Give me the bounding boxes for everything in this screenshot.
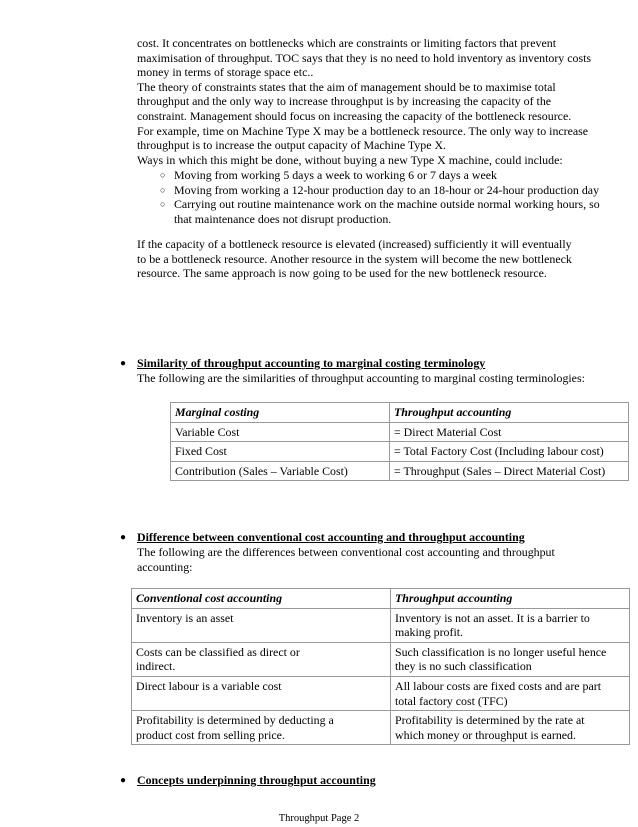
similarity-intro: The following are the similarities of throughput accounting to marginal costing terminologies: — [137, 371, 585, 385]
table-cell: Profitability is determined by the rate at which money or throughput is earned. — [391, 711, 630, 745]
column-header: Marginal costing — [171, 403, 390, 423]
capacity-line: resource. The same approach is now going to be used for the new bottleneck resource. — [137, 266, 547, 281]
ways-list — [160, 168, 632, 226]
capacity-line: to be a bottleneck resource. Another resource in the system will become the new bottleneck — [137, 251, 572, 266]
table-row — [132, 711, 630, 745]
table-cell: Inventory is not an asset. It is a barrier to making profit. — [391, 608, 630, 642]
bullet-icon: ● — [120, 532, 127, 543]
difference-heading: Difference between conventional cost accounting and throughput accounting — [137, 530, 525, 544]
table-row — [132, 642, 630, 676]
intro-line: For example, time on Machine Type X may be a bottleneck resource. The only way to increase — [137, 123, 589, 138]
list-item: ○ Moving from working a 12-hour production day to an 18-hour or 24-hour production day — [160, 182, 600, 197]
table-row — [132, 608, 630, 642]
circle-bullet-icon: ○ — [160, 184, 166, 195]
intro-line: cost. It concentrates on bottlenecks which are constraints or limiting factors that prevent — [137, 36, 557, 50]
capacity-line: If the capacity of a bottleneck resource is elevated (increased) sufficiently it will eventually — [137, 237, 572, 251]
table-header-row — [132, 589, 630, 609]
table-cell: Contribution (Sales – Variable Cost) — [171, 461, 390, 481]
difference-table — [131, 588, 630, 745]
page-footer: Throughput Page 2 — [278, 813, 360, 824]
similarity-heading: Similarity of throughput accounting to marginal costing terminology — [137, 356, 486, 370]
column-header: Throughput accounting — [391, 589, 630, 609]
concepts-heading: Concepts underpinning throughput accounting — [137, 773, 376, 787]
list-item: ○ Carrying out routine maintenance work on the machine outside normal working hours, so that maintenance does not disrupt production. — [160, 197, 600, 226]
list-item: ○ Moving from working 5 days a week to working 6 or 7 days a week — [160, 168, 497, 182]
intro-line: The theory of constraints states that the aim of management should be to maximise total — [137, 79, 556, 94]
table-cell: Such classification is no longer useful hence they is no such classification — [391, 642, 630, 676]
table-cell: Costs can be classified as direct or indirect. — [132, 642, 391, 676]
capacity-paragraph — [137, 237, 632, 281]
table-cell: = Throughput (Sales – Direct Material Cost) — [390, 461, 629, 481]
intro-line: maximisation of throughput. TOC says that they is no need to hold inventory as inventory costs — [137, 50, 591, 65]
table-cell: Direct labour is a variable cost — [132, 676, 391, 710]
table-cell: Fixed Cost — [171, 442, 390, 462]
circle-bullet-icon: ○ — [160, 199, 166, 210]
bullet-icon: ● — [120, 358, 127, 369]
intro-paragraph — [137, 36, 632, 167]
table-cell: Profitability is determined by deducting a product cost from selling price. — [132, 711, 391, 745]
table-row — [171, 461, 629, 481]
table-header-row — [171, 403, 629, 423]
table-cell: Inventory is an asset — [132, 608, 391, 642]
intro-line: money in terms of storage space etc.. — [137, 65, 314, 80]
column-header: Conventional cost accounting — [132, 589, 391, 609]
bullet-icon: ● — [120, 775, 127, 786]
intro-line: constraint. Management should focus on increasing the capacity of the bottleneck resource. — [137, 108, 572, 123]
table-cell: Variable Cost — [171, 422, 390, 442]
table-cell: = Direct Material Cost — [390, 422, 629, 442]
similarity-table — [170, 402, 629, 481]
intro-line: Ways in which this might be done, without buying a new Type X machine, could include: — [137, 152, 563, 167]
circle-bullet-icon: ○ — [160, 170, 166, 180]
table-cell: = Total Factory Cost (Including labour cost) — [390, 442, 629, 462]
table-row — [171, 422, 629, 442]
table-row — [132, 676, 630, 710]
intro-line: throughput and the only way to increase throughput is by increasing the capacity of the — [137, 94, 552, 109]
difference-intro: The following are the differences between conventional cost accounting and throughput accounting: — [137, 545, 555, 574]
column-header: Throughput accounting — [390, 403, 629, 423]
table-row — [171, 442, 629, 462]
table-cell: All labour costs are fixed costs and are part total factory cost (TFC) — [391, 676, 630, 710]
intro-line: throughput is to increase the output capacity of Machine Type X. — [137, 138, 447, 153]
